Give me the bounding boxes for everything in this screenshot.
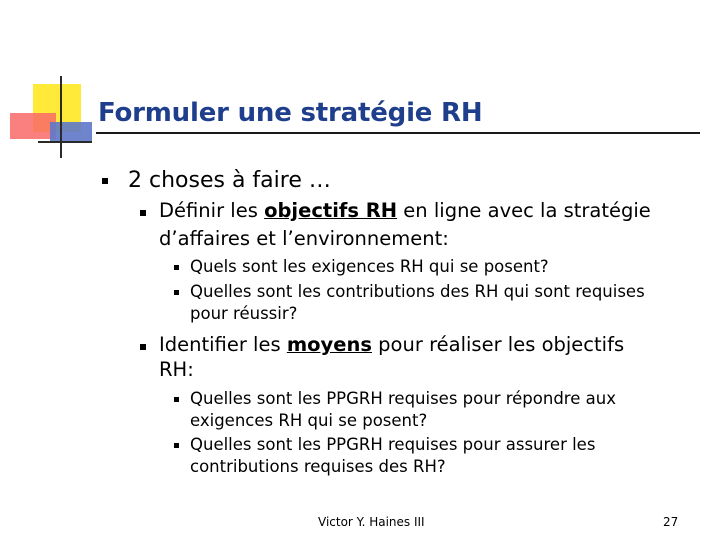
item2-sub1-line2: exigences RH qui se posent? (190, 411, 428, 430)
item1-line2: d’affaires et l’environnement: (159, 227, 449, 250)
item1-text-after: en ligne avec la stratégie (397, 199, 651, 222)
item2-text-after: pour réaliser les objectifs (371, 333, 625, 356)
bullet-icon (102, 178, 108, 184)
page-number: 27 (663, 515, 679, 529)
logo-vertical-line (60, 76, 62, 158)
item1-sub2-line1: Quelles sont les contributions des RH qui sont requises (190, 282, 645, 301)
logo-horizontal-line (38, 141, 92, 143)
item2-line1 (159, 333, 624, 356)
item2-line2: RH: (159, 358, 194, 381)
item2-sub2-line1: Quelles sont les PPGRH requises pour assurer les (190, 435, 596, 454)
item1-emphasis: objectifs RH (264, 199, 398, 222)
item1-text-before: Définir les (159, 199, 265, 222)
level1-text: 2 choses à faire … (128, 168, 331, 193)
bullet-icon (174, 397, 179, 402)
decorative-logo (0, 0, 120, 170)
title-underline (96, 132, 700, 134)
item1-sub2-line2: pour réussir? (190, 304, 298, 323)
footer-author: Victor Y. Haines III (318, 515, 425, 529)
bullet-icon (140, 344, 146, 350)
item1-line1 (159, 199, 651, 222)
logo-blue-block (50, 122, 92, 142)
bullet-icon (174, 290, 179, 295)
item2-sub1-line1: Quelles sont les PPGRH requises pour répondre aux (190, 389, 616, 408)
item1-sub1-line1: Quels sont les exigences RH qui se posent? (190, 257, 549, 276)
slide-title: Formuler une stratégie RH (98, 98, 483, 128)
item2-text-before: Identifier les (159, 333, 287, 356)
item2-sub2-line2: contributions requises des RH? (190, 457, 446, 476)
bullet-icon (140, 210, 146, 216)
bullet-icon (174, 265, 179, 270)
item2-emphasis: moyens (286, 333, 372, 356)
bullet-icon (174, 443, 179, 448)
